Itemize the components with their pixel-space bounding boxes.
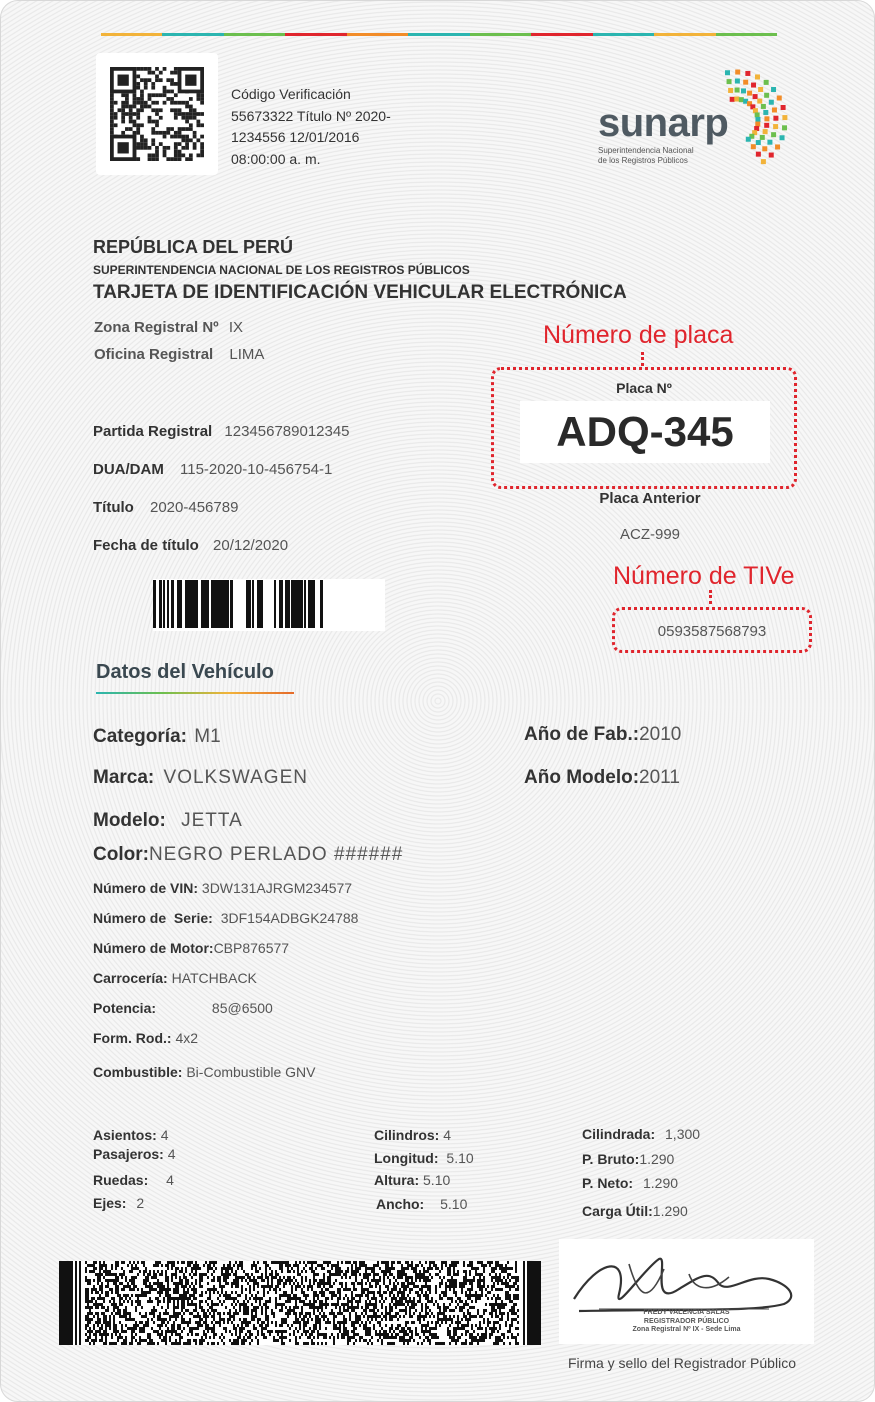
anio-mod-value: 2011 <box>639 767 680 788</box>
zona-value: IX <box>228 319 244 336</box>
ancho <box>376 1196 467 1212</box>
plate-annotation: Número de placa <box>543 321 734 349</box>
tive-annotation: Número de TIVe <box>613 562 795 590</box>
color-bar-segment <box>101 33 162 36</box>
altura <box>374 1172 450 1188</box>
color-bar-segment <box>716 33 777 36</box>
plate-annotation-pointer <box>641 352 647 366</box>
color-bar-segment <box>285 33 346 36</box>
pbruto-label: P. Bruto: <box>582 1151 640 1167</box>
cilindros-label: Cilindros: <box>374 1127 440 1143</box>
pbruto-value: 1.290 <box>639 1151 675 1167</box>
categoria-value: M1 <box>194 726 221 747</box>
longitud-label: Longitud: <box>374 1150 439 1166</box>
color-value: NEGRO PERLADO ###### <box>148 844 404 865</box>
color-bar-segment <box>224 33 285 36</box>
combustible-value: Bi-Combustible GNV <box>186 1064 316 1080</box>
stamp-line: FREDY VALENCIA SALAS <box>643 1309 730 1316</box>
formrod-label: Form. Rod.: <box>93 1030 172 1046</box>
formrod-value: 4x2 <box>175 1030 199 1046</box>
cilindros <box>374 1127 451 1143</box>
logo-subtitle-line: Superintendencia Nacional <box>598 146 694 155</box>
signature-caption: Firma y sello del Registrador Público <box>568 1355 796 1371</box>
peso-bruto <box>582 1151 674 1167</box>
titulo <box>93 499 238 516</box>
marca-value: VOLKSWAGEN <box>163 767 308 788</box>
vin <box>93 880 352 896</box>
vehicle-section-title: Datos del Vehículo <box>96 661 274 683</box>
motor-label: Número de Motor: <box>93 940 214 956</box>
verification-line: 55673322 Título Nº 2020- <box>231 107 391 124</box>
color-label: Color: <box>93 844 149 865</box>
qr-code <box>96 53 218 175</box>
vin-value: 3DW131AJRGM234577 <box>201 880 353 896</box>
cilindrada-label: Cilindrada: <box>582 1126 656 1142</box>
plate-number: ADQ-345 <box>520 401 770 463</box>
section-underline <box>96 692 294 694</box>
carga-label: Carga Útil: <box>582 1203 653 1219</box>
altura-label: Altura: <box>374 1172 420 1188</box>
partida-label: Partida Registral <box>93 423 213 440</box>
fecha-titulo <box>93 537 288 554</box>
registrar-signature-stamp <box>559 1239 814 1344</box>
longitud <box>374 1150 474 1166</box>
carroceria <box>93 970 257 986</box>
longitud-value: 5.10 <box>446 1150 474 1166</box>
barcode <box>153 579 385 631</box>
country-title: REPÚBLICA DEL PERÚ <box>93 237 294 257</box>
agency-title: SUPERINTENDENCIA NACIONAL DE LOS REGISTROS PÚBLICOS <box>93 263 470 277</box>
verification-line: 08:00:00 a. m. <box>231 150 321 167</box>
anio-fabricacion <box>524 724 681 746</box>
potencia-value: 85@6500 <box>211 1000 273 1016</box>
potencia-label: Potencia: <box>93 1000 157 1016</box>
ancho-label: Ancho: <box>376 1196 425 1212</box>
pasajeros-label: Pasajeros: <box>93 1146 164 1162</box>
verification-line: 1234556 12/01/2016 <box>231 129 360 145</box>
color-bar-segment <box>654 33 715 36</box>
pasajeros-value: 4 <box>167 1146 176 1162</box>
asientos-label: Asientos: <box>93 1127 157 1143</box>
anio-mod-label: Año Modelo: <box>524 767 640 788</box>
dua-label: DUA/DAM <box>93 461 164 478</box>
marca <box>93 767 308 789</box>
vin-label: Número de VIN: <box>93 880 199 896</box>
oficina-label: Oficina Registral <box>94 346 214 363</box>
fecha-value: 20/12/2020 <box>213 537 289 554</box>
cilindros-value: 4 <box>443 1127 452 1143</box>
logo-wordmark: sunarp <box>598 101 729 145</box>
serie-value: 3DF154ADBGK24788 <box>220 910 359 926</box>
ejes-value: 2 <box>136 1195 145 1211</box>
cilindrada <box>582 1126 700 1142</box>
motor <box>93 940 289 956</box>
pasajeros <box>93 1146 176 1162</box>
anio-modelo <box>524 767 680 789</box>
marca-label: Marca: <box>93 767 155 788</box>
anio-fab-value: 2010 <box>639 724 682 745</box>
pneto-value: 1.290 <box>642 1175 679 1191</box>
verification-line: Código Verificación <box>231 86 351 102</box>
ruedas <box>93 1172 174 1188</box>
partida-registral <box>93 423 350 440</box>
carga-util <box>582 1203 688 1219</box>
combustible <box>93 1064 316 1080</box>
carroceria-value: HATCHBACK <box>171 970 257 986</box>
motor-value: CBP876577 <box>213 940 290 956</box>
partida-value: 123456789012345 <box>224 423 350 440</box>
titulo-label: Título <box>93 499 134 516</box>
stamp-line: REGISTRADOR PÚBLICO <box>643 1317 730 1325</box>
color-bar-segment <box>531 33 592 36</box>
header-color-bar <box>101 33 777 36</box>
ejes-label: Ejes: <box>93 1195 127 1211</box>
color-bar-segment <box>593 33 654 36</box>
form-rod <box>93 1030 198 1046</box>
anio-fab-label: Año de Fab.: <box>524 724 640 745</box>
oficina-value: LIMA <box>229 346 265 363</box>
oficina-registral <box>94 346 264 363</box>
titulo-value: 2020-456789 <box>150 499 239 516</box>
zona-label: Zona Registral Nº <box>94 319 219 336</box>
asientos-value: 4 <box>160 1127 169 1143</box>
logo-subtitle <box>598 146 738 166</box>
combustible-label: Combustible: <box>93 1064 183 1080</box>
categoria <box>93 726 221 748</box>
pneto-label: P. Neto: <box>582 1175 634 1191</box>
zona-registral <box>94 319 243 336</box>
color-bar-segment <box>162 33 223 36</box>
previous-plate-label: Placa Anterior <box>599 490 701 507</box>
altura-value: 5.10 <box>423 1172 451 1188</box>
logo-subtitle-line: de los Registros Públicos <box>598 156 688 165</box>
modelo-value: JETTA <box>181 810 243 831</box>
tive-number: 0593587568793 <box>657 623 767 640</box>
carroceria-label: Carrocería: <box>93 970 168 986</box>
serie <box>93 910 358 926</box>
stamp-text <box>559 1309 814 1335</box>
tive-annotation-pointer <box>709 590 715 604</box>
color-bar-segment <box>408 33 469 36</box>
modelo-label: Modelo: <box>93 810 166 831</box>
dua-value: 115-2020-10-456754-1 <box>180 461 333 478</box>
fecha-label: Fecha de título <box>93 537 199 554</box>
carga-value: 1.290 <box>652 1203 688 1219</box>
previous-plate-value: ACZ-999 <box>619 526 681 543</box>
asientos <box>93 1127 168 1143</box>
potencia <box>93 1000 273 1016</box>
ruedas-value: 4 <box>166 1172 174 1188</box>
verification-text <box>231 84 421 170</box>
dua-dam <box>93 461 332 478</box>
serie-label: Número de Serie: <box>93 910 213 926</box>
peso-neto <box>582 1175 678 1191</box>
document-title: TARJETA DE IDENTIFICACIÓN VEHICULAR ELECTRÓNICA <box>93 282 627 303</box>
stamp-line: Zona Registral Nº IX - Sede Lima <box>632 1326 741 1333</box>
color-bar-segment <box>470 33 531 36</box>
color-bar-segment <box>347 33 408 36</box>
ruedas-label: Ruedas: <box>93 1172 149 1188</box>
cilindrada-value: 1,300 <box>665 1126 701 1142</box>
modelo <box>93 810 243 832</box>
ancho-value: 5.10 <box>440 1196 468 1212</box>
ejes <box>93 1195 144 1211</box>
pdf417-barcode <box>59 1261 541 1345</box>
categoria-label: Categoría: <box>93 726 187 747</box>
color <box>93 844 403 866</box>
plate-label: Placa Nº <box>616 380 672 396</box>
